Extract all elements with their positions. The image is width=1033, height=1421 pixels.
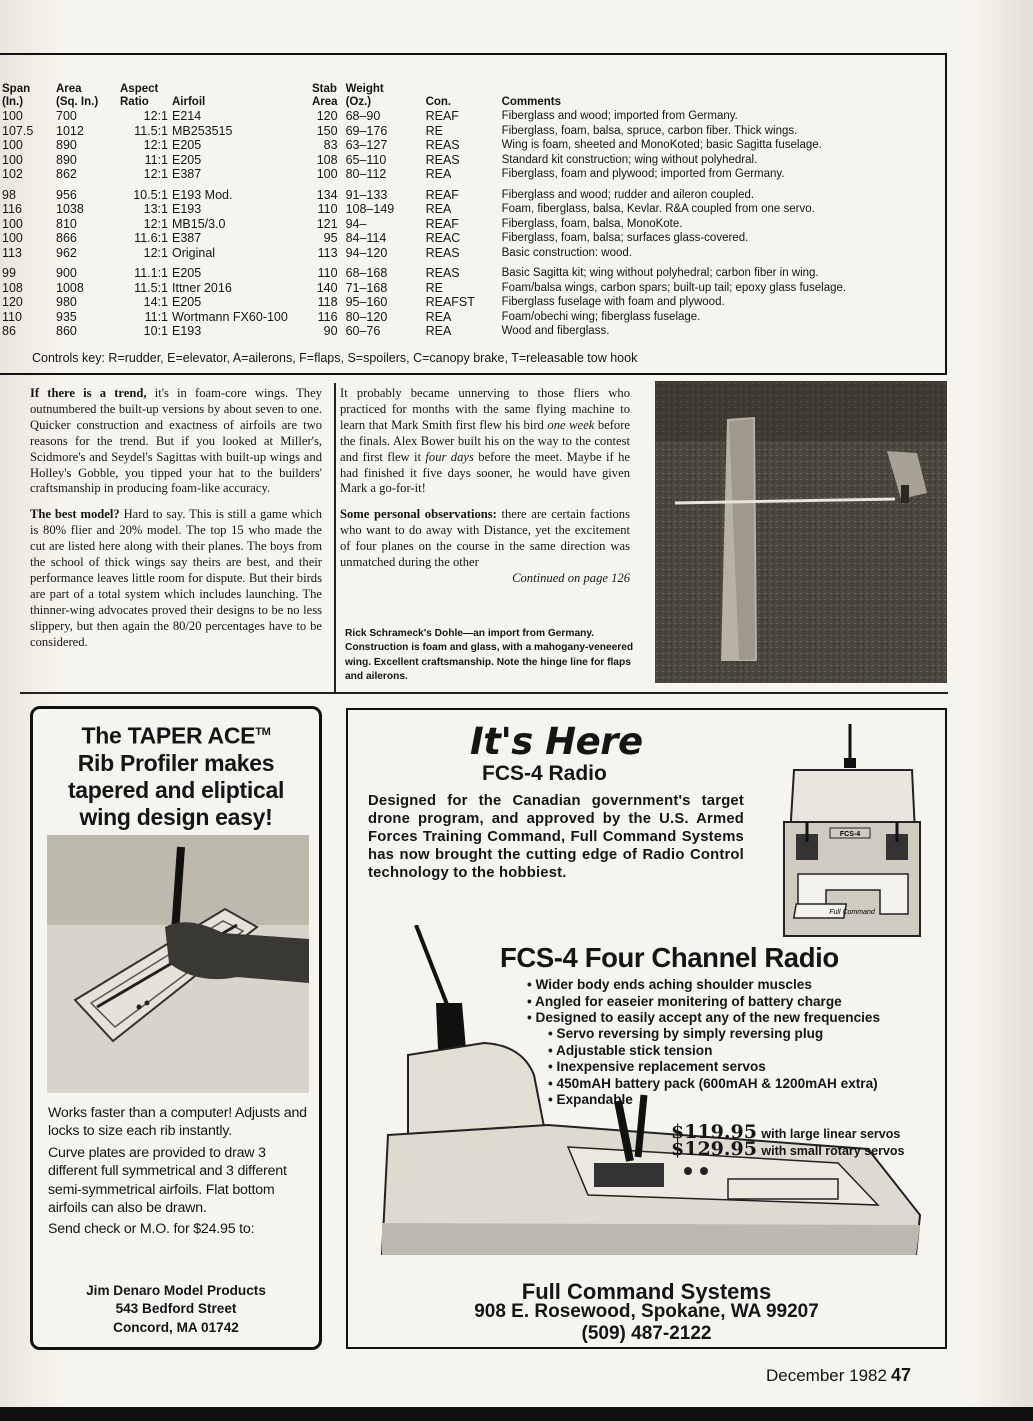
article-paragraph: Some personal observations: there are certain factions who want to do away with Distance, yet the excitement of four planes on the course in the same direction was unmatched during the other — [340, 507, 630, 570]
fcs-company-address: 908 E. Rosewood, Spokane, WA 99207 — [474, 1301, 819, 1322]
small-transmitter-photo — [780, 724, 926, 938]
cell-aspect: 12:1 — [143, 109, 168, 123]
cell-comments: Basic construction: wood. — [501, 246, 632, 259]
cell-airfoil: E205 — [172, 295, 202, 309]
cell-aspect: 11:1 — [144, 309, 168, 324]
cell-span: 86 — [2, 324, 16, 338]
table-row — [2, 217, 942, 232]
cell-aspect: 12:1 — [143, 216, 168, 231]
cell-weight: 84–114 — [345, 231, 387, 245]
table-row — [2, 153, 942, 168]
fcs-product-title: FCS-4 Four Channel Radio — [500, 942, 839, 973]
table-row — [2, 182, 942, 203]
cell-span: 100 — [2, 109, 23, 123]
cell-airfoil: E387 — [172, 231, 202, 245]
specs-table-body — [2, 109, 942, 339]
cell-aspect: 11.5:1 — [134, 123, 168, 138]
cell-con: REA — [425, 202, 452, 216]
cell-comments: Foam/balsa wings, carbon spars; built-up tail; epoxy glass fuselage. — [501, 281, 847, 294]
photo-caption: Rick Schrameck's Dohle—an import from Germany. Construction is foam and glass, with a mahogany-veneered wing. Excellent craftsmanship. Note the hinge line for flaps and ailerons. — [345, 628, 634, 682]
cell-span: 120 — [2, 295, 23, 309]
cell-stab: 108 — [316, 152, 338, 167]
feature-item: • Wider body ends aching shoulder muscles — [527, 977, 880, 994]
table-row — [2, 310, 942, 325]
cell-comments: Basic Sagitta kit; wing without polyhedral; carbon fiber in wing. — [501, 267, 819, 279]
cell-area: 866 — [56, 231, 77, 245]
cell-comments: Fiberglass, foam, balsa, spruce, carbon fiber. Thick wings. — [501, 124, 798, 137]
cell-stab: 121 — [316, 216, 338, 231]
cell-span: 100 — [2, 231, 23, 245]
cell-aspect: 12:1 — [143, 138, 168, 152]
cell-stab: 95 — [323, 231, 338, 245]
cell-aspect: 11.6:1 — [134, 231, 168, 245]
header-span: Span (In.) — [2, 83, 31, 108]
cell-span: 110 — [2, 309, 22, 324]
cell-aspect: 11.5:1 — [134, 280, 168, 295]
taper-ace-copy: Works faster than a computer! Adjusts and locks to size each rib instantly. Curve plates are provided to draw 3 different full symmetrical and 3 different semi-symmetrical airfoils. Flat bottom airfoils can also be drawn. Send check or M.O. for $24.95 to: — [48, 1105, 307, 1238]
cell-con: REA — [425, 167, 452, 181]
cell-aspect: 14:1 — [143, 295, 168, 309]
feature-item: • Angled for easeier monitering of battery charge — [527, 994, 880, 1011]
fcs-company-name: Full Command Systems — [521, 1279, 772, 1304]
cell-span: 116 — [2, 202, 22, 216]
cell-weight: 71–168 — [345, 280, 388, 295]
header-comments: Comments — [501, 96, 562, 108]
header-airfoil: Airfoil — [172, 96, 206, 108]
feature-item: • Inexpensive replacement servos — [548, 1059, 878, 1076]
cell-area: 1008 — [56, 280, 84, 295]
cell-airfoil: Original — [172, 245, 216, 260]
fcs-company-phone: (509) 487-2122 — [581, 1323, 712, 1344]
cell-airfoil: E205 — [172, 266, 202, 280]
cell-airfoil: E193 — [172, 324, 202, 338]
table-header-row — [2, 83, 942, 109]
cell-span: 98 — [2, 187, 16, 202]
cell-area: 962 — [56, 245, 77, 260]
cell-con: RE — [425, 123, 443, 138]
cell-comments: Standard kit construction; wing without polyhedral. — [501, 153, 758, 166]
cell-span: 99 — [2, 266, 16, 280]
cell-area: 956 — [56, 187, 77, 202]
cell-stab: 134 — [316, 187, 338, 202]
table-row — [2, 324, 942, 339]
cell-span: 102 — [2, 167, 23, 181]
cell-area: 860 — [56, 324, 77, 338]
taper-ace-address: Jim Denaro Model Products 543 Bedford Street Concord, MA 01742 — [86, 1283, 266, 1335]
cell-weight: 60–76 — [345, 324, 381, 338]
section-divider — [20, 692, 948, 694]
header-weight: Weight (Oz.) — [345, 83, 384, 108]
feature-item: • Expandable — [548, 1092, 878, 1109]
cell-airfoil: E193 — [172, 202, 202, 216]
table-row — [2, 138, 942, 153]
fcs-radio-ad — [346, 708, 947, 1349]
cell-weight: 65–110 — [345, 152, 387, 167]
cell-airfoil: E387 — [172, 167, 202, 181]
cell-con: REAFST — [425, 295, 475, 309]
cell-stab: 140 — [316, 280, 338, 295]
cell-con: REA — [425, 309, 452, 324]
cell-area: 890 — [56, 138, 77, 152]
cell-weight: 80–112 — [345, 167, 387, 181]
article-paragraph: The best model? Hard to say. This is still a game which is 80% flier and 20% model. The top 15 who made the cut are listed here along with their planes. The boys from the school of thick wings say theirs are best, and their performance leaves little room for dispute. But their birds are part of a total system which includes launching. The thinner-wing advocates proved their designs to be no less slippery, but then again the 80/20 percentages have to be considered. — [30, 507, 322, 649]
cell-stab: 116 — [317, 309, 338, 324]
article-paragraph: It probably became unnerving to those fliers who practiced for months with the same flying machine to learn that Mark Smith first flew his bird one week before the finals. Alex Bower built his on the way to the contest and first flew it four days before the meet. Maybe if he had finished it five days sooner, he would have given Mark a go-for-it! — [340, 386, 630, 496]
cell-comments: Fiberglass, foam, balsa, MonoKote. — [501, 217, 683, 230]
cell-comments: Fiberglass fuselage with foam and plywood. — [501, 296, 725, 308]
controls-key: Controls key: R=rudder, E=elevator, A=ailerons, F=flaps, S=spoilers, C=canopy brake, T=releasable tow hook — [32, 351, 638, 365]
cell-con: RE — [425, 280, 443, 295]
article-column-2 — [340, 386, 630, 587]
table-row — [2, 231, 942, 246]
price-large-servos: $119.95 with large linear servos — [671, 1121, 901, 1143]
cell-area: 900 — [56, 266, 77, 280]
header-stab: Stab Area — [312, 83, 338, 108]
cell-area: 1038 — [56, 202, 84, 216]
cell-weight: 94– — [345, 216, 367, 231]
cell-weight: 108–149 — [345, 202, 395, 216]
cell-airfoil: MB253515 — [172, 123, 233, 138]
cell-area: 700 — [56, 109, 77, 123]
table-row — [2, 109, 942, 124]
fcs-intro-text: Designed for the Canadian government's target drone program, and approved by the U.S. Armed Forces Training Command, Full Command Systems has now brought the cutting edge of Radio Control technology to the hobbiest. — [368, 793, 744, 882]
cell-con: REAF — [425, 216, 459, 231]
article-column-1 — [30, 386, 322, 661]
cell-airfoil: Wortmann FX60-100 — [172, 309, 288, 324]
cell-con: REA — [425, 324, 452, 338]
table-row — [2, 246, 942, 261]
cell-comments: Fiberglass and wood; rudder and aileron coupled. — [501, 188, 755, 201]
cell-weight: 94–120 — [345, 245, 388, 260]
cell-span: 100 — [2, 138, 23, 152]
cell-stab: 90 — [323, 324, 338, 338]
cell-airfoil: Ittner 2016 — [172, 280, 232, 295]
table-row — [2, 281, 942, 296]
article-paragraph: If there is a trend, it's in foam-core wings. They outnumbered the built-up versions by about seven to one. Quicker construction and exactness of airfoils are two reasons for the trend. But if you looked at Miller's, Scidmore's and Seydel's Sagittas with built-up wings and Holley's Gobble, you tipped your hat to the builders' craftsmanship in producing foam-like accuracy. — [30, 386, 322, 496]
price-small-servos: $129.95 with small rotary servos — [671, 1138, 905, 1160]
cell-airfoil: MB15/3.0 — [172, 216, 226, 231]
scan-edge — [0, 1407, 1033, 1421]
cell-con: REAC — [425, 231, 461, 245]
glider-photo — [655, 381, 947, 683]
cell-con: REAF — [425, 109, 459, 123]
cell-area: 1012 — [56, 123, 84, 138]
cell-weight: 91–133 — [345, 187, 388, 202]
small-tx-model-label: FCS-4 — [839, 831, 861, 838]
cell-comments: Fiberglass, foam and plywood; imported from Germany. — [501, 168, 785, 180]
specs-table — [2, 83, 942, 339]
cell-con: REAS — [425, 138, 460, 152]
cell-comments: Fiberglass, foam, balsa; surfaces glass-covered. — [501, 232, 749, 244]
cell-weight: 95–160 — [345, 295, 388, 309]
cell-aspect: 10.5:1 — [133, 187, 168, 202]
cell-con: REAF — [425, 187, 459, 202]
feature-item: • Servo reversing by simply reversing plug — [548, 1026, 878, 1043]
fcs-features-sub — [548, 1026, 878, 1109]
continued-note: Continued on page 126 — [512, 570, 630, 585]
cell-comments: Wood and fiberglass. — [501, 325, 610, 337]
cell-comments: Foam, fiberglass, balsa, Kevlar. R&A coupled from one servo. — [501, 203, 815, 215]
column-divider — [334, 383, 336, 693]
cell-airfoil: E214 — [172, 109, 202, 123]
cell-span: 113 — [2, 245, 22, 260]
fcs-features-main — [527, 977, 880, 1027]
cell-comments: Fiberglass and wood; imported from Germany. — [501, 110, 738, 122]
rib-profiler-photo — [47, 835, 309, 1093]
taper-ace-ad — [30, 706, 322, 1350]
cell-aspect: 12:1 — [143, 245, 168, 260]
cell-con: REAS — [425, 245, 460, 260]
cell-area: 810 — [56, 216, 77, 231]
cell-aspect: 11.1:1 — [134, 266, 168, 280]
specs-table-box — [0, 53, 947, 375]
cell-weight: 63–127 — [345, 138, 388, 152]
cell-stab: 83 — [323, 138, 338, 152]
cell-weight: 80–120 — [345, 309, 388, 324]
page-folio: December 1982 47 — [766, 1365, 911, 1385]
feature-item: • Designed to easily accept any of the new frequencies — [527, 1010, 880, 1027]
cell-area: 890 — [56, 152, 77, 167]
cell-span: 100 — [2, 216, 23, 231]
cell-stab: 110 — [317, 266, 338, 280]
header-con: Con. — [425, 96, 452, 108]
cell-stab: 120 — [316, 109, 338, 123]
cell-con: REAS — [425, 266, 460, 280]
cell-stab: 150 — [316, 123, 338, 138]
cell-stab: 118 — [317, 295, 338, 309]
header-area: Area (Sq. In.) — [56, 83, 99, 108]
small-tx-brand: Full Command — [829, 909, 875, 916]
cell-weight: 69–176 — [345, 123, 388, 138]
cell-con: REAS — [425, 152, 460, 167]
cell-stab: 113 — [317, 245, 338, 260]
table-row — [2, 260, 942, 281]
cell-airfoil: E205 — [172, 138, 202, 152]
cell-comments: Wing is foam, sheeted and MonoKoted; basic Sagitta fuselage. — [501, 139, 822, 151]
fcs-subheadline: FCS-4 Radio — [482, 762, 607, 785]
table-row — [2, 202, 942, 217]
cell-airfoil: E193 Mod. — [172, 187, 233, 202]
cell-aspect: 13:1 — [143, 202, 168, 216]
table-row — [2, 295, 942, 310]
cell-span: 100 — [2, 152, 23, 167]
cell-stab: 110 — [317, 202, 338, 216]
cell-area: 980 — [56, 295, 77, 309]
cell-aspect: 11:1 — [144, 152, 168, 167]
cell-stab: 100 — [316, 167, 338, 181]
feature-item: • 450mAH battery pack (600mAH & 1200mAH extra) — [548, 1076, 878, 1093]
taper-ace-headline: The TAPER ACE™ Rib Profiler makes tapered and eliptical wing design easy! — [67, 722, 285, 830]
table-row — [2, 124, 942, 139]
cell-span: 107.5 — [2, 123, 34, 138]
table-row — [2, 167, 942, 182]
cell-aspect: 12:1 — [143, 167, 168, 181]
cell-span: 108 — [2, 280, 23, 295]
fcs-headline: It's Here — [470, 720, 643, 763]
cell-area: 935 — [56, 309, 77, 324]
cell-weight: 68–90 — [345, 109, 381, 123]
cell-aspect: 10:1 — [143, 324, 168, 338]
cell-area: 862 — [56, 167, 77, 181]
header-aspect: Aspect Ratio — [120, 83, 159, 108]
glider-photo-image — [655, 381, 947, 683]
cell-comments: Foam/obechi wing; fiberglass fuselage. — [501, 310, 701, 323]
cell-airfoil: E205 — [172, 152, 202, 167]
cell-weight: 68–168 — [345, 266, 388, 280]
feature-item: • Adjustable stick tension — [548, 1043, 878, 1060]
